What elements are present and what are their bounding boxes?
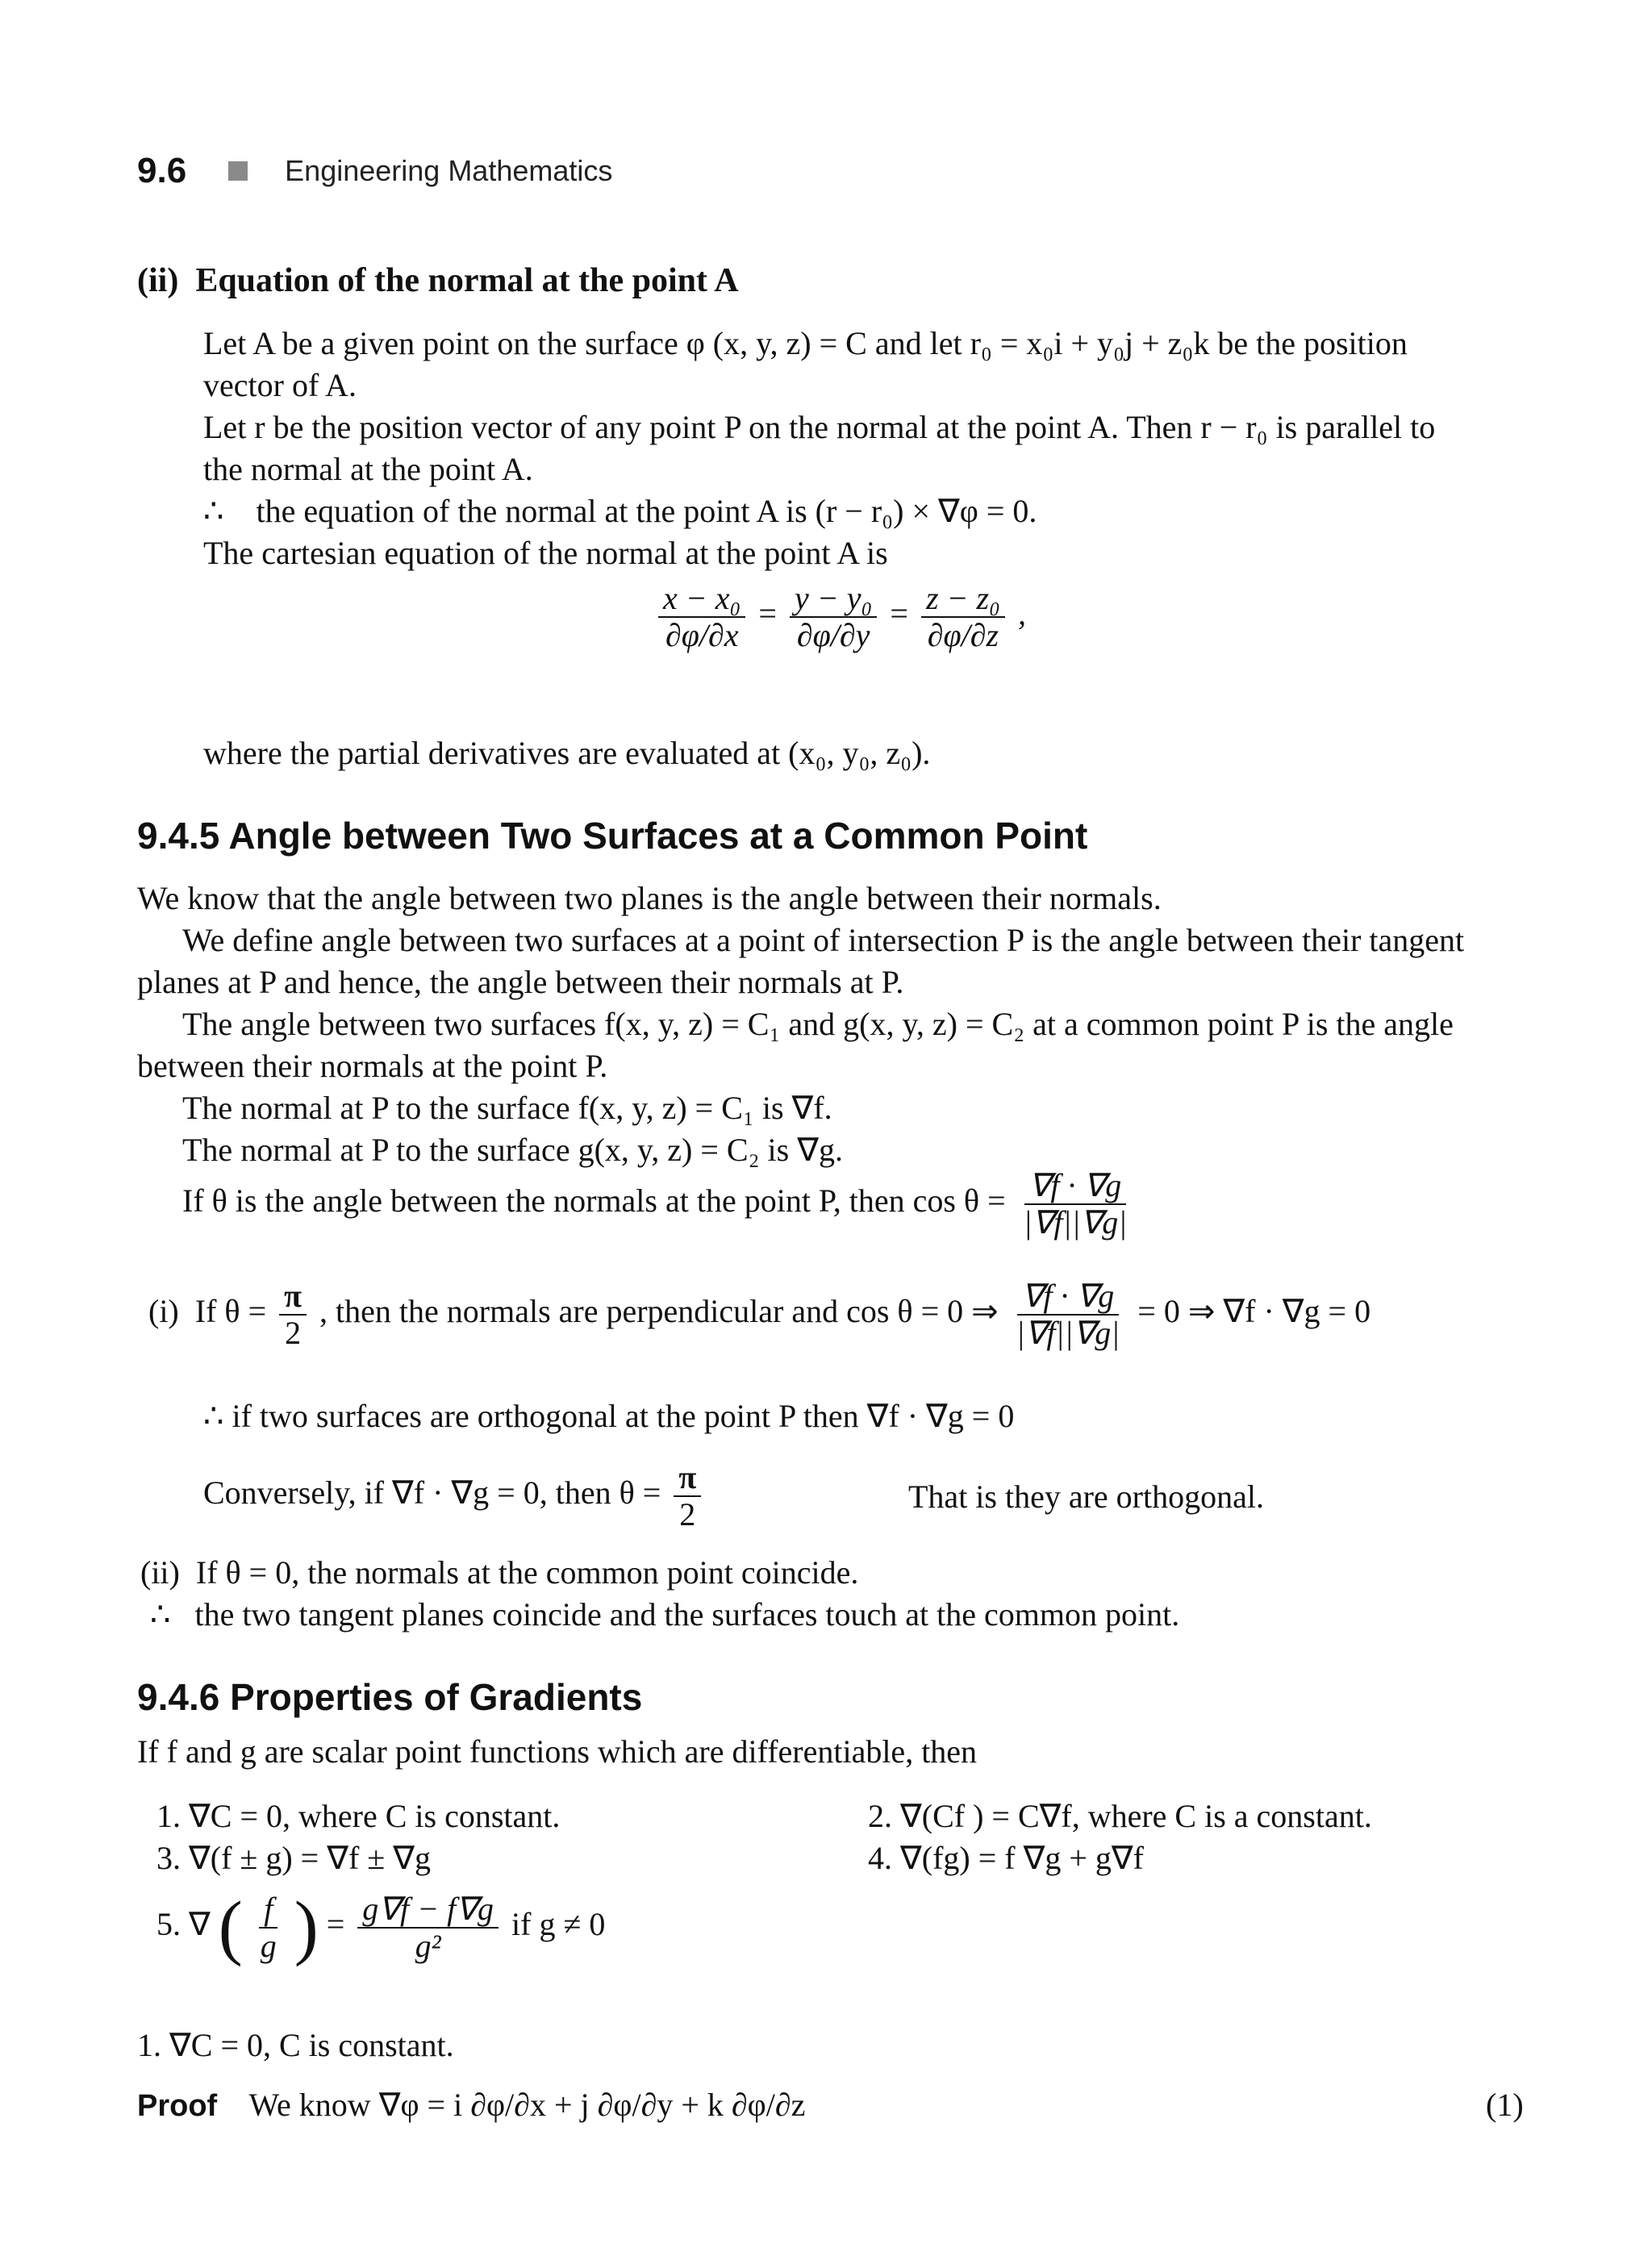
case-ii-conclusion-line (150, 1594, 1179, 1636)
converse-line (203, 1460, 706, 1532)
sec945-line-7: The normal at P to the surface g(x, y, z) = C₂ is ∇g. (182, 1132, 843, 1168)
page-header (137, 147, 612, 195)
case-ii-label: (ii) (140, 1554, 180, 1591)
pi-over-2-fraction (279, 1278, 307, 1351)
eq-sign: = (890, 595, 908, 632)
property-1: 1. ∇C = 0, where C is constant. (156, 1798, 561, 1834)
sec945-line-5: between their normals at the point P. (137, 1048, 608, 1084)
f-num: f (259, 1891, 277, 1929)
sec945-line-2: We define angle between two surfaces at a point of intersection P is the angle between their tangent (182, 922, 1465, 958)
f-over-g-fraction (256, 1891, 282, 1964)
perp-den: |∇f||∇g| (1016, 1315, 1120, 1351)
square-bullet-icon (228, 161, 248, 181)
eq-frac-x-num: x − x₀ (658, 581, 745, 618)
sec945-line-1: We know that the angle between two planes is the angle between their normals. (137, 880, 1162, 916)
normal-heading-title: Equation of the normal at the point A (195, 262, 739, 299)
normal-vector-equation: the equation of the normal at the point A is (r − r₀) × ∇φ = 0. (256, 493, 1037, 529)
converse-two: 2 (679, 1496, 696, 1532)
case-i-if: If θ = (194, 1293, 267, 1330)
case-ii-text: If θ = 0, the normals at the common point coincide. (195, 1554, 859, 1591)
case-i-label: (i) (148, 1293, 179, 1330)
case-i-text: , then the normals are perpendicular and cos θ = 0 ⇒ (319, 1293, 999, 1330)
therefore-symbol: ∴ (150, 1596, 171, 1633)
normal-heading-label: (ii) (137, 262, 179, 299)
equation-number: (1) (1486, 2087, 1524, 2123)
eq-frac-x-den: ∂φ/∂x (665, 617, 739, 653)
sec945-line-8: If θ is the angle between the normals at the point P, then cos θ = (182, 1182, 1006, 1220)
cos-theta-num: ∇f · ∇g (1024, 1168, 1127, 1205)
sec945-line-3: planes at P and hence, the angle between their normals at P. (137, 964, 904, 1000)
section-946-title: 9.4.6 Properties of Gradients (137, 1676, 643, 1718)
item-1-heading: 1. ∇C = 0, C is constant. (137, 2027, 454, 2063)
case-i-tail: = 0 ⇒ ∇f · ∇g = 0 (1137, 1293, 1371, 1330)
sec945-line-6: The normal at P to the surface f(x, y, z) = C₁ is ∇f. (182, 1090, 832, 1126)
eq-comma: , (1017, 595, 1026, 632)
section-945-title: 9.4.5 Angle between Two Surfaces at a Common Point (137, 815, 1088, 857)
left-paren: ( (218, 1887, 243, 1967)
property-5-eq: = (326, 1906, 345, 1943)
case-ii-line (140, 1552, 858, 1594)
pi-symbol: π (279, 1278, 307, 1316)
case-i-line (148, 1278, 1370, 1351)
property-2: 2. ∇(Cf ) = C∇f, where C is a constant. (868, 1798, 1372, 1834)
quotient-rule-fraction (357, 1891, 499, 1964)
eq-frac-z (921, 581, 1005, 653)
property-4: 4. ∇(fg) = f ∇g + g∇f (868, 1840, 1144, 1876)
proof-label: Proof (137, 2089, 218, 2123)
perp-num: ∇f · ∇g (1017, 1278, 1120, 1316)
normal-para-2b: the normal at the point A. (203, 451, 533, 487)
sec945-line-4: The angle between two surfaces f(x, y, z) = C₁ and g(x, y, z) = C₂ at a common point P is the angle (182, 1006, 1454, 1042)
eq-frac-x (658, 581, 745, 653)
two-denominator: 2 (285, 1315, 302, 1351)
property-5-label: 5. ∇ (156, 1906, 211, 1943)
quotient-num: g∇f − f∇g (357, 1891, 499, 1929)
normal-para-5: where the partial derivatives are evaluated at (x₀, y₀, z₀). (203, 735, 931, 771)
page-number: 9.6 (137, 151, 187, 190)
book-title: Engineering Mathematics (285, 154, 613, 187)
sec946-intro: If f and g are scalar point functions which are differentiable, then (137, 1733, 978, 1770)
property-5-condition: if g ≠ 0 (511, 1906, 606, 1943)
cos-theta-fraction (1019, 1168, 1133, 1241)
eq-frac-y (790, 581, 877, 653)
property-3: 3. ∇(f ± g) = ∇f ± ∇g (156, 1840, 432, 1876)
quotient-den: g² (415, 1928, 441, 1964)
case-i-conclusion: ∴ if two surfaces are orthogonal at the point P then ∇f · ∇g = 0 (203, 1398, 1015, 1434)
proof-text: We know ∇φ = i ∂φ/∂x + j ∂φ/∂y + k ∂φ/∂z (248, 2087, 806, 2123)
proof-line (137, 2084, 805, 2127)
therefore-symbol: ∴ (203, 493, 224, 529)
property-5 (156, 1887, 606, 1967)
eq-frac-z-num: z − z₀ (921, 581, 1005, 618)
g-den: g (260, 1928, 277, 1964)
normal-para-1a: Let A be a given point on the surface φ (x, y, z) = C and let r₀ = x₀i + y₀j + z₀k be the position (203, 325, 1408, 361)
case-ii-conclusion: the two tangent planes coincide and the surfaces touch at the common point. (194, 1596, 1180, 1633)
normal-para-4: The cartesian equation of the normal at the point A is (203, 535, 888, 571)
normal-heading (137, 260, 739, 302)
eq-frac-y-den: ∂φ/∂y (796, 617, 870, 653)
converse-text: Conversely, if ∇f · ∇g = 0, then θ = (203, 1474, 661, 1512)
eq-frac-y-num: y − y₀ (790, 581, 877, 618)
normal-para-1b: vector of A. (203, 367, 357, 403)
right-paren: ) (294, 1887, 319, 1967)
perp-fraction (1012, 1278, 1125, 1351)
normal-para-2a: Let r be the position vector of any point P on the normal at the point A. Then r − r₀ is parallel to (203, 409, 1436, 445)
sec945-cos-theta-line (182, 1168, 1137, 1241)
normal-para-3 (203, 490, 1037, 532)
eq-frac-z-den: ∂φ/∂z (927, 617, 999, 653)
converse-pi-fraction (674, 1460, 701, 1532)
orthogonal-note: That is they are orthogonal. (908, 1478, 1264, 1515)
converse-pi: π (674, 1460, 701, 1497)
cos-theta-den: |∇f||∇g| (1023, 1204, 1128, 1241)
cartesian-normal-equation (653, 581, 1026, 653)
eq-sign: = (758, 595, 777, 632)
